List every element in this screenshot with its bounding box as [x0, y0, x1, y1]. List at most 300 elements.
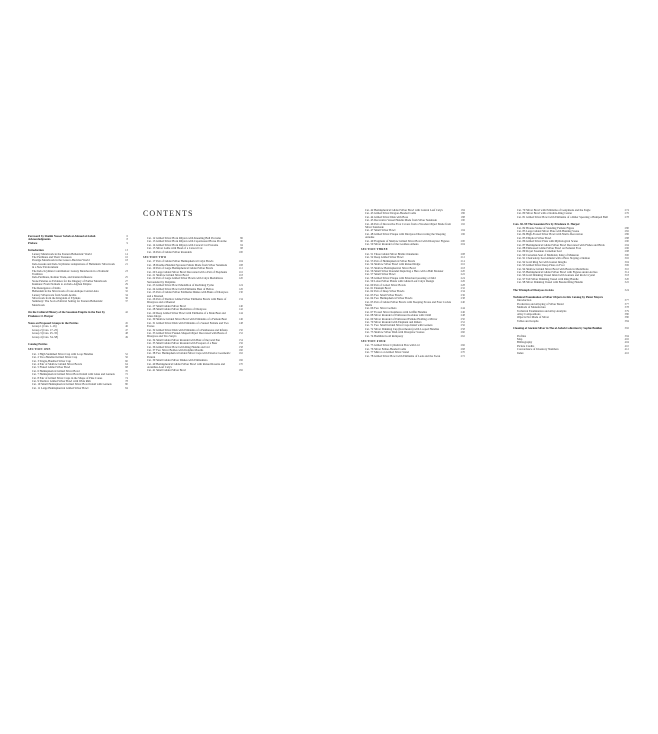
toc-entry-page: 212: [460, 255, 465, 260]
toc-entry-page: 300: [624, 252, 629, 257]
toc-entry[interactable]: [28, 311, 128, 318]
toc-entry-page: 18: [125, 258, 128, 263]
toc-entry-page: 250: [460, 316, 465, 321]
toc-entry-title: Indo-Parthians, Roman Trade, and Iranian Influence: [32, 275, 93, 280]
toc-entry-title: Cat. 18 Double-Handled Sprouted Situla Made from Silver Sunshade: [147, 262, 228, 267]
toc-entry-page: 402: [624, 337, 629, 341]
toc-entry-title: Luxury Silverwork from South Arabia: [32, 292, 77, 297]
toc-entry-page: 74: [125, 375, 128, 380]
toc-entry-title: Cat. 92 Gold Ring Set with Garnet Intaglio: [517, 259, 567, 264]
toc-entry-title: Technical Examination of Silver Objects in this Catalog by Pieter Meyers: [513, 294, 604, 299]
toc-entry-page: 30: [125, 285, 128, 290]
toc-entry-title: Summary: The Socio-Political Setting for Eastern Hellenistic Metalwork: [32, 299, 103, 307]
toc-entry-title: Cat. 24 Gilded Silver Bowl with Emblema Bust of Helios: [147, 286, 214, 291]
toc-entry-title: Cat. 39 Small Gilded Silver Dishes with Emblemata: [147, 358, 208, 363]
toc-entry-page: 80: [125, 382, 128, 387]
toc-entry-title: Introduction: [517, 298, 532, 303]
toc-entry-page: 13: [125, 248, 128, 253]
toc-entry-page: 134: [238, 296, 243, 301]
toc-entry-page: 377: [624, 301, 629, 306]
section-heading: SECTION ONE: [28, 348, 51, 352]
toc-entry-title: Cat. 64 Two Hemispherical Silver Bowls: [365, 296, 413, 301]
toc-entry-page: 27: [125, 278, 128, 283]
toc-entry-page: 236: [460, 292, 465, 297]
toc-entry-title: Cat. 30 Shallow Gilded Silver Bowl with Emblema of a Female Bust: [147, 317, 227, 322]
toc-entry-page: 322: [624, 280, 629, 285]
toc-entry-page: 304: [624, 259, 629, 264]
toc-entry-title: Group 1 (Cats. 1–16): [32, 324, 57, 329]
toc-entry[interactable]: [513, 281, 629, 284]
toc-entry-title: Cat. 50 Silver Roundel of the Goddess Athena: [365, 242, 419, 247]
toc-entry-title: Cat. 27 Small Gilded Silver Bowl: [147, 303, 187, 308]
toc-entry-title: Cat. 61 Eleutum Bowl: [365, 285, 391, 290]
toc-entry-page: 286: [624, 232, 629, 237]
toc-entry-page: 32: [125, 289, 128, 294]
toc-entry-page: 274: [624, 208, 629, 212]
toc-entry-title: Group 3 (Cats. 25–35): [32, 331, 59, 336]
toc-entry-title: Cat. 11 Large Hemispherical Gilded Silver Bowl: [32, 385, 89, 390]
toc-entry-page: 314: [624, 269, 629, 274]
toc-entry-page: 116: [238, 269, 243, 274]
toc-entry-title: Notes on Proposed Groups in the Entries: [28, 320, 79, 325]
toc-entry-title: Cat. 12 Gilded Silver Horn Rhyton with Kneeling Bull Protome: [147, 236, 221, 240]
toc-entry-page: 290: [624, 239, 629, 244]
toc-entry-page: 228: [460, 282, 465, 287]
toc-entry-page: 184: [460, 208, 465, 212]
toc-entry-title: Cat. 5 Fluted Gilded Silver Bowl: [32, 365, 71, 370]
toc-entry-title: Silverwork from the Kingdom of Elymais: [32, 295, 81, 300]
toc-entry-page: 266: [460, 343, 465, 348]
toc-entry-page: 380: [624, 315, 629, 320]
toc-entry-page: 94: [240, 242, 243, 247]
toc-entry[interactable]: [361, 335, 465, 338]
toc-entry-title: Cat. 84 High-Footed Silver Bowl with Niello Decoration: [517, 232, 583, 237]
toc-entry-title: Cat. 3 Single-Handled Silver Cup: [32, 358, 71, 363]
toc-entry-title: Cat. 96 Gold Drinking Vessel Inlaid with Garnets and Rock Crystal: [517, 273, 595, 278]
toc-entry-title: Cat. 76 Silver Feline-Headed Ladle: [365, 346, 407, 351]
toc-entry-page: 260: [460, 330, 465, 335]
toc-entry-page: 384: [624, 318, 629, 323]
toc-entry-page: 270: [460, 350, 465, 355]
toc-entry-title: Cat. 20 Large Gilded Silver Bowl Decorated with a Pair of Elephants: [147, 269, 228, 274]
toc-entry-title: Technical Examination and Alloy Analysis: [517, 308, 567, 313]
toc-entry-page: 100: [238, 249, 243, 254]
toc-entry-title: Foreword by Sheikh Nasser Sabah al-Ahmad al-Sabah: [28, 234, 96, 238]
toc-entry-title: Cat. 31 Gilded Silver Dish with Emblema of a Seated Female and Two Erotes: [147, 320, 229, 329]
toc-entry-title: Hellenism in the Silverwork of Late Antique Central Asia: [32, 289, 99, 294]
toc-entry[interactable]: [28, 242, 128, 245]
toc-entry-title: Cat. 49 Fragment of Shallow Gilded Silver Bowl with Dionysiac Figures: [365, 238, 450, 243]
toc-entry-title: Methods of Manufacture: [517, 305, 546, 310]
toc-entry-page: 220: [460, 268, 465, 273]
toc-entry-page: 186: [460, 211, 465, 216]
toc-entry-page: 146: [238, 317, 243, 322]
toc-entry-title: Cat. 81 Gilded Silver Bowl with Emblema of a Rider Spearing a Humped Bull: [517, 214, 608, 219]
toc-entry-page: 192: [460, 221, 465, 226]
toc-entry-title: Cats. 82–99 The Sasanian Era by Prudence O. Harper: [513, 222, 580, 227]
toc-entry-title: Cat. 87 Hemispherical Gilded Silver Bowl Decorated with Fishes and Birds: [517, 242, 605, 247]
toc-entry-title: Cat. 94 Shallow Gilded Silver Bowl with Busts in Medallions: [517, 266, 589, 271]
toc-entry-page: 150: [238, 327, 243, 332]
toc-entry-page: 226: [460, 279, 465, 284]
toc-entry-page: 60: [125, 358, 128, 363]
toc-entry-title: Production and Alloying of Silver Metal: [517, 301, 564, 306]
toc-entry-title: Cat. 19 Pair of Large Hemispherical Gilded Silver Bowls: [147, 266, 214, 271]
toc-entry-page: 280: [624, 225, 629, 230]
toc-entry[interactable]: [28, 343, 128, 346]
toc-entry-title: Cat. 70 Silver Roundel with Elephant and Riders: [365, 320, 422, 324]
toc-entry-title: Cat. 91 Chalcedony Seal Amulet with a Hero Slaying a Demon: [517, 256, 590, 261]
toc-entry-page: 42: [125, 310, 128, 315]
toc-entry-title: Cat. 85 Elliptical Silver Bowl: [517, 235, 552, 240]
toc-entry-page: 320: [624, 276, 629, 281]
toc-entry-title: Cat. 83 Large Gilded Silver Plate with Hunting Scene: [517, 229, 580, 234]
toc-entry[interactable]: [28, 336, 128, 339]
toc-entry-title: Cleaning of Ancient Silver in The al-Sabah Collection by Sophie Budden: [513, 326, 603, 331]
toc-entry[interactable]: [143, 369, 243, 372]
toc-entry-page: 392: [624, 326, 629, 331]
section-heading: SECTION FOUR: [361, 340, 386, 344]
toc-column-1: [28, 235, 128, 390]
toc-entry-title: Cat. 77 Mirror on Gilded Silver Stand: [365, 350, 409, 355]
toc-entry[interactable]: [361, 355, 465, 358]
toc-entry-page: 16: [125, 255, 128, 260]
toc-entry-title: Cat. 60 Pair of Lobed Silver Bowls: [365, 282, 406, 287]
toc-entry-page: 72: [125, 372, 128, 377]
toc-entry-page: 296: [624, 246, 629, 251]
toc-entry-page: 8: [126, 237, 128, 242]
toc-entry-page: 416: [624, 350, 629, 355]
toc-entry-title: Cat. 7 Hemispherical Gilded Silver Bowl Inlaid with Glass and Garnets: [32, 372, 115, 377]
toc-entry-title: Cat. 8 Pair of Gilded Silver Cups in the Shape of Pine Cones: [32, 375, 103, 380]
toc-entry-title: Cat. 89 Royal Sasanian Carnelian Seal: [517, 249, 562, 254]
toc-entry-title: Cat. 45 Decorative Vessel Handle Made from Silver Sunshade: [365, 218, 437, 223]
toc-entry-title: Objects Not Made of Silver: [517, 315, 549, 320]
toc-entry-page: 258: [460, 326, 465, 331]
toc-entry-page: 222: [460, 272, 465, 277]
toc-entry-page: 86: [240, 236, 243, 240]
toc-column-3: [361, 209, 465, 358]
toc-entry-page: 78: [125, 379, 128, 384]
toc-entry-title: Profiles: [517, 333, 526, 338]
toc-entry-page: 120: [238, 276, 243, 281]
toc-entry-title: Cat. 25 Pair of Gilded Silver Emblema Dishes with Busts of Dionysos and a Maenad: [147, 290, 229, 298]
toc-entry-title: Concordance of Inventory Numbers: [517, 347, 559, 352]
toc-entry-page: 318: [624, 273, 629, 278]
toc-entry-page: 410: [624, 343, 629, 348]
toc-entry-title: Bibliography: [517, 340, 533, 345]
toc-entry-title: Cat. 41 Small Gilded Silver Bowl: [147, 368, 187, 373]
toc-entry-page: 324: [624, 287, 629, 292]
toc-entry-title: Cat. 36 Gilded Silver Bowl with Ring Handle and Lid: [147, 344, 210, 349]
toc-entry-page: 204: [460, 242, 465, 247]
toc-entry-title: Cat. 62 Pair of Deep Silver Bowls: [365, 289, 405, 294]
toc-entry-title: Group 2 (Cats. 17–25): [32, 327, 59, 332]
toc-entry-title: Cat. 58 Gilded Silver Plaque with Emaciant Greeting a Child: [365, 275, 436, 280]
toc-entry-page: 282: [624, 229, 629, 234]
toc-entry-page: 262: [460, 333, 465, 338]
toc-entry-title: Cat. 51 Three Gilded Silver Bridle Ornaments: [365, 251, 419, 256]
toc-entry-page: 48: [125, 331, 128, 336]
toc-entry-page: 56: [125, 355, 128, 360]
toc-entry-page: 214: [460, 258, 465, 263]
toc-entry-title: Kushans: From Nomads to an Indo-Afghan Empire: [32, 282, 92, 287]
toc-entry-title: Cat. 86 Gilded Silver Plate with Mythological Scene: [517, 239, 578, 244]
toc-entry-page: 47: [125, 327, 128, 332]
toc-entry-title: Index: [517, 350, 524, 355]
toc-entry-title: Cat. 78 Gilded Silver Bowl with Emblema of Leda and the Swan: [365, 353, 441, 358]
toc-entry-title: Cat. 38 Two Hemispherical Gilded Silver Cups with Exterior Geometric Pattern: [147, 351, 231, 359]
toc-entry-title: Cat. 69 Silver Roundel of Enthroned Female Holding a Mirror: [365, 316, 438, 321]
toc-entry-page: 238: [460, 296, 465, 301]
toc-entry-page: 49: [125, 334, 128, 339]
toc-entry-page: 9: [126, 240, 128, 245]
toc-entry-title: Cat. 65 Pair of Gilded Silver Bowls with Sleeping Erotes and Four Cockle Shells: [365, 299, 451, 307]
toc-entry-page: 246: [460, 309, 465, 314]
toc-entry-title: Cat. 9 Shallow Gilded Silver Bowl with Wide Rim: [32, 379, 91, 384]
toc-entry-title: Map: [517, 337, 523, 341]
toc-entry-page: 160: [238, 348, 243, 352]
toc-entry-page: 46: [125, 324, 128, 329]
toc-entry-page: 394: [624, 333, 629, 338]
toc-entry-title: Cat. 1 High Stemmed Silver Cup with Loop Handles: [32, 351, 94, 356]
toc-entry-page: 306: [624, 263, 629, 268]
toc-entry-title: Cat. 88 Embossed Gilded Silver Bowl on Pedestal Foot: [517, 246, 582, 251]
toc-entry[interactable]: [143, 251, 243, 254]
toc-entry-page: 182: [238, 368, 243, 373]
toc-entry-title: Cat. 82 Bronze Statue of Standing Female Figure: [517, 225, 574, 230]
toc-entry-page: 126: [238, 286, 243, 291]
toc-entry-title: Cat. 79 Silver Bowl with Emblema of Ganymede and the Eagle: [517, 208, 591, 212]
toc-entry-title: Cat. 53 Pair of Hemispherical Silver Bowls: [365, 258, 416, 263]
toc-entry-page: 256: [460, 323, 465, 328]
toc-entry-title: Luxury Metalwork in the Eastern Hellenistic World: [32, 251, 92, 256]
toc-entry-title: Acknowledgments: [28, 237, 51, 242]
toc-entry-page: 216: [460, 262, 465, 267]
toc-entry-title: Cat. 43 Gilded Silver Dragon-Headed Ladle: [365, 211, 417, 216]
toc-entry-title: Cat. 90 Carnelian Seal of Muhidad, King of Makuran: [517, 252, 579, 257]
toc-entry-title: Picture Credits: [517, 343, 535, 348]
toc-entry-page: 84: [125, 385, 128, 390]
toc-entry-page: 378: [624, 305, 629, 310]
toc-entry-page: 21: [125, 261, 128, 266]
toc-entry-page: 140: [238, 303, 243, 308]
toc-entry-title: Cat. 23 Gilded Silver Bowl Medallion of Reclining Tyche: [147, 283, 214, 288]
toc-entry-title: The Triumph of Dionysos in Asia: [513, 287, 554, 292]
toc-entry-title: Catalog Entries: [28, 341, 48, 346]
toc-entry-page: 412: [624, 347, 629, 352]
toc-entry-page: 158: [238, 344, 243, 349]
toc-entry-page: 208: [460, 251, 465, 256]
toc-entry-title: Cat. 35 Small Gilded Silver Roundel with Forepart of a Bear: [147, 341, 218, 346]
toc-entry-title: Cat. 59 Lobed Silver Phiale with Gilded Leaf Calyx Design: [365, 279, 435, 284]
toc-entry-title: Tables and Graphs: [517, 318, 539, 323]
toc-entry-page: 200: [460, 238, 465, 243]
toc-entry-page: 124: [238, 283, 243, 288]
toc-entry-page: 142: [238, 307, 243, 312]
toc-entry-page: 37: [125, 299, 128, 304]
toc-entry-page: 104: [238, 259, 243, 264]
toc-entry-title: Cat. 73 Shallow Silver Dish with Dionysiac Scenes: [365, 330, 425, 335]
toc-entry-page: 218: [460, 265, 465, 270]
toc-entry-page: 45: [125, 320, 128, 325]
toc-entry[interactable]: [513, 352, 629, 355]
toc-entry-page: 294: [624, 242, 629, 247]
toc-entry-page: 288: [624, 235, 629, 240]
toc-entry-title: Stone Palettes as Evidence for the Imagery of Earlier Metalwork: [32, 278, 107, 283]
toc-entry-page: 272: [460, 353, 465, 358]
toc-entry-title: Cat. 54 Shallow Silver Bowl with Raised Ridge: [365, 262, 421, 267]
toc-entry-page: 64: [125, 362, 128, 366]
toc-entry-title: Alloy Compositions: [517, 311, 541, 316]
toc-entry-page: 240: [460, 299, 465, 304]
toc-entry[interactable]: [513, 327, 629, 330]
toc-entry-page: 379: [624, 308, 629, 313]
toc-entry-page: 244: [460, 306, 465, 311]
toc-entry-page: 23: [125, 268, 128, 273]
toc-entry-title: Indo-Greeks and Indo-Scythians: Adaptations of Hellenistic Silverwork in a New Environment: [32, 261, 115, 270]
toc-entry-title: Cat. 15 Silver Ladle with Head of a Caracal Cat: [147, 246, 203, 251]
toc-entry-page: 154: [238, 337, 243, 342]
toc-entry-page: 404: [624, 340, 629, 345]
toc-entry-page: 234: [460, 289, 465, 294]
section-heading: SECTION TWO: [143, 256, 167, 260]
toc-column-2: [143, 237, 243, 373]
toc-entry-page: 276: [624, 211, 629, 216]
toc-entry-title: Cat. 52 Deep Gilded Silver Bowl: [365, 255, 404, 260]
page-title: CONTENTS: [143, 209, 194, 218]
toc-entry-page: 252: [460, 320, 465, 324]
toc-entry-title: Cat. 97 Tall Silver Drinking Vessel with Ring Handle: [517, 276, 579, 281]
toc-entry-title: Cat. 47 Small Silver Bowl: [365, 228, 396, 233]
toc-entry-title: Cat. 68 Silver Roundel of Enthroned Goddess with Child: [365, 313, 432, 318]
toc-entry-title: Cat. 2 Two-Handled Gilded Silver Cup: [32, 355, 78, 360]
toc-entry-title: Cat. 95 Hemispherical Gilded Silver Bowl with Figures under Arches: [517, 269, 598, 274]
toc-entry-page: 29: [125, 282, 128, 287]
toc-entry-title: Cat. 48 Gilded Silver Plaque with Dionysos Discovering the Sleeping Ariadne: [365, 231, 446, 240]
toc-entry-page: 196: [460, 231, 465, 236]
toc-entry-page: 190: [460, 218, 465, 223]
toc-entry-title: Cat. 46 Pair of Decorative Foot Covers from a Wooden Object Made from Silver Sunshade: [365, 221, 451, 230]
toc-entry-title: Cat. 21 Shallow Gilded Silver Bowl: [147, 273, 189, 278]
toc-entry-title: Cat. 75 Gilded Silver Cylindrical Box with Lid: [365, 343, 420, 348]
toc-entry[interactable]: [361, 243, 465, 246]
toc-entry-page: 68: [125, 365, 128, 370]
toc-entry-title: Cat. 67 Footed Silver Kantharos with Griffin Handles: [365, 309, 428, 314]
toc-entry-title: Cat. 4 Pair of Shallow Gilded Silver Bowls: [32, 362, 82, 366]
toc-entry-title: Cat. 40 Hemispherical Gilded Silver Bowl with Raised Rosette and Acanthus-Leaf Calyx: [147, 361, 225, 370]
toc-entry-title: Cat. 10 Small Hemispherical Gilded Silver Bowl Inlaid with Garnets: [32, 382, 112, 387]
toc-entry-page: 156: [238, 341, 243, 346]
toc-entry-title: Cat. 13 Gilded Silver Horn Rhyton with Caparisoned Horse Protome: [147, 239, 227, 244]
toc-entry[interactable]: [28, 387, 128, 390]
toc-entry-title: Cat. 93 Gilded Silver Deep Plate on Foot: [517, 263, 565, 268]
toc-entry-title: On the Cultural History of the Sasanian Empire in the East by Prudence O. Harper: [28, 310, 105, 318]
toc-entry-page: 36: [125, 295, 128, 300]
toc-entry-page: 98: [240, 246, 243, 251]
toc-entry-title: The Indo-Scythian Contribution: Luxury Metalwork in a Nomadic Tradition: [32, 268, 109, 277]
toc-entry-title: Cat. 14 Gilded Silver Horn Rhyton with Caracal Cat Protome: [147, 242, 219, 247]
toc-entry-title: Cat. 17 Pair of Gilded Silver Hemispherical Calyx Bowls: [147, 259, 214, 264]
toc-entry-page: 118: [238, 273, 243, 278]
toc-entry-page: 34: [125, 292, 128, 297]
toc-entry-title: Cat. 42 Hemispherical Gilded Silver Bowl with Central Leaf Calyx: [365, 208, 443, 212]
toc-entry-page: 144: [238, 310, 243, 315]
toc-entry-page: 70: [125, 368, 128, 373]
toc-entry-page: 6: [126, 234, 128, 238]
toc-entry-title: Cat. 32 Gilded Silver Dish with Emblema of a Panthereus and Infants: [147, 327, 228, 332]
toc-entry-title: Cat. 80 Silver Bowl with a Double-Ring Center: [517, 211, 573, 216]
toc-entry-page: 152: [238, 330, 243, 335]
toc-entry-page: 268: [460, 346, 465, 351]
toc-entry-page: 130: [238, 290, 243, 295]
toc-entry-title: Cat. 72 Silver Drinking Cup (Karchesion) with Looped Handles: [365, 326, 440, 331]
toc-entry-title: Cat. 98 Silver Drinking Vessel with Beaded Ring Handle: [517, 280, 583, 285]
toc-entry-title: The Parthians and Their Treasures: [32, 255, 72, 260]
toc-entry-title: Prestige Metalwork in the Graeco-Bactrian World: [32, 258, 90, 263]
toc-entry-page: 232: [460, 285, 465, 290]
toc-entry-page: 194: [460, 228, 465, 233]
toc-entry-title: Cat. 56 Small Silver Roundel Depicting a Hero with a Bull Monster: [365, 268, 444, 273]
toc-entry[interactable]: [513, 320, 629, 323]
toc-entry-title: The Resurgence of India: [32, 285, 61, 290]
toc-entry-page: 14: [125, 251, 128, 256]
toc-entry-page: 248: [460, 313, 465, 318]
toc-entry-title: Cat. 29 Deep Gilded Silver Bowl with Emblema of a Male Bust and Glass Inlays: [147, 310, 226, 318]
toc-entry-page: 108: [238, 262, 243, 267]
toc-entry-title: Cat. 55 Shallow Hemispherical Silver Bowl: [365, 265, 416, 270]
toc-entry-page: 90: [240, 239, 243, 244]
toc-entry-title: Cat. 33 Gilded Silver Funnel-Shaped Object Decorated with Busts of Dionysos and Two Satyrs: [147, 330, 227, 339]
toc-entry-title: Group 4 (Cats. 54–58): [32, 334, 59, 339]
toc-entry-title: Cat. 66 Two Silver Goblets: [365, 306, 397, 311]
toc-entry-page: 170: [238, 361, 243, 366]
toc-entry-page: 224: [460, 275, 465, 280]
toc-entry-title: Cat. 44 Gilded Silver Disk with Boss: [365, 214, 408, 219]
toc-entry-page: 302: [624, 256, 629, 261]
toc-entry-title: Cat. 28 Small Gilded Silver Medallion of Dionysos: [147, 307, 207, 312]
toc-entry-title: Cat. 22 Pair of Large Gilded Silver Bowls with Calyx Medallions Surrounded by Dolphins: [147, 276, 223, 284]
toc-entry-title: Cat. 37 Two Silver Bottles with Dolphin Mouths: [147, 348, 204, 352]
toc-entry[interactable]: [513, 289, 629, 292]
toc-entry-title: Cat. 16 Pair of Gilded Silver Roundels: [147, 249, 192, 254]
toc-entry-page: 166: [238, 358, 243, 363]
toc-entry-title: Cat. 63 Two Small Silver Bowls: [365, 292, 403, 297]
toc-entry[interactable]: [513, 216, 629, 219]
toc-entry-title: Introduction: [28, 248, 44, 253]
toc-column-4: [513, 209, 629, 355]
toc-entry-title: Cat. 26 Pair of Shallow Gilded Silver Emblema Bowls with Busts of Dionysos and a Maenad: [147, 296, 227, 305]
toc-entry-title: Cat. 74 Buddhist Gold Reliquary: [365, 333, 404, 338]
toc-entry-title: Preface: [28, 240, 38, 245]
toc-entry[interactable]: [28, 300, 128, 307]
toc-entry-title: Cat. 34 Small Gilded Silver Roundel with Bust of the Grid Pan: [147, 337, 220, 342]
section-heading: SECTION THREE: [361, 248, 388, 252]
toc-entry-page: 298: [624, 249, 629, 254]
toc-entry-page: 188: [460, 214, 465, 219]
toc-entry-page: 25: [125, 275, 128, 280]
toc-entry-title: Cat. 6 Hemispherical Gilded Silver Bowl: [32, 368, 80, 373]
toc-entry-page: 148: [238, 320, 243, 325]
toc-entry-page: 310: [624, 266, 629, 271]
toc-entry-page: 52: [125, 351, 128, 356]
toc-entry-page: 162: [238, 351, 243, 356]
toc-entry-title: Cat. 57 Small Silver Bowl: [365, 272, 396, 277]
toc-entry-page: 380: [624, 311, 629, 316]
toc-entry-page: 278: [624, 214, 629, 219]
toc-entry-page: 377: [624, 298, 629, 303]
toc-entry-title: Cat. 71 Two Small Gilded Silver Cups Inlaid with Garnets: [365, 323, 433, 328]
